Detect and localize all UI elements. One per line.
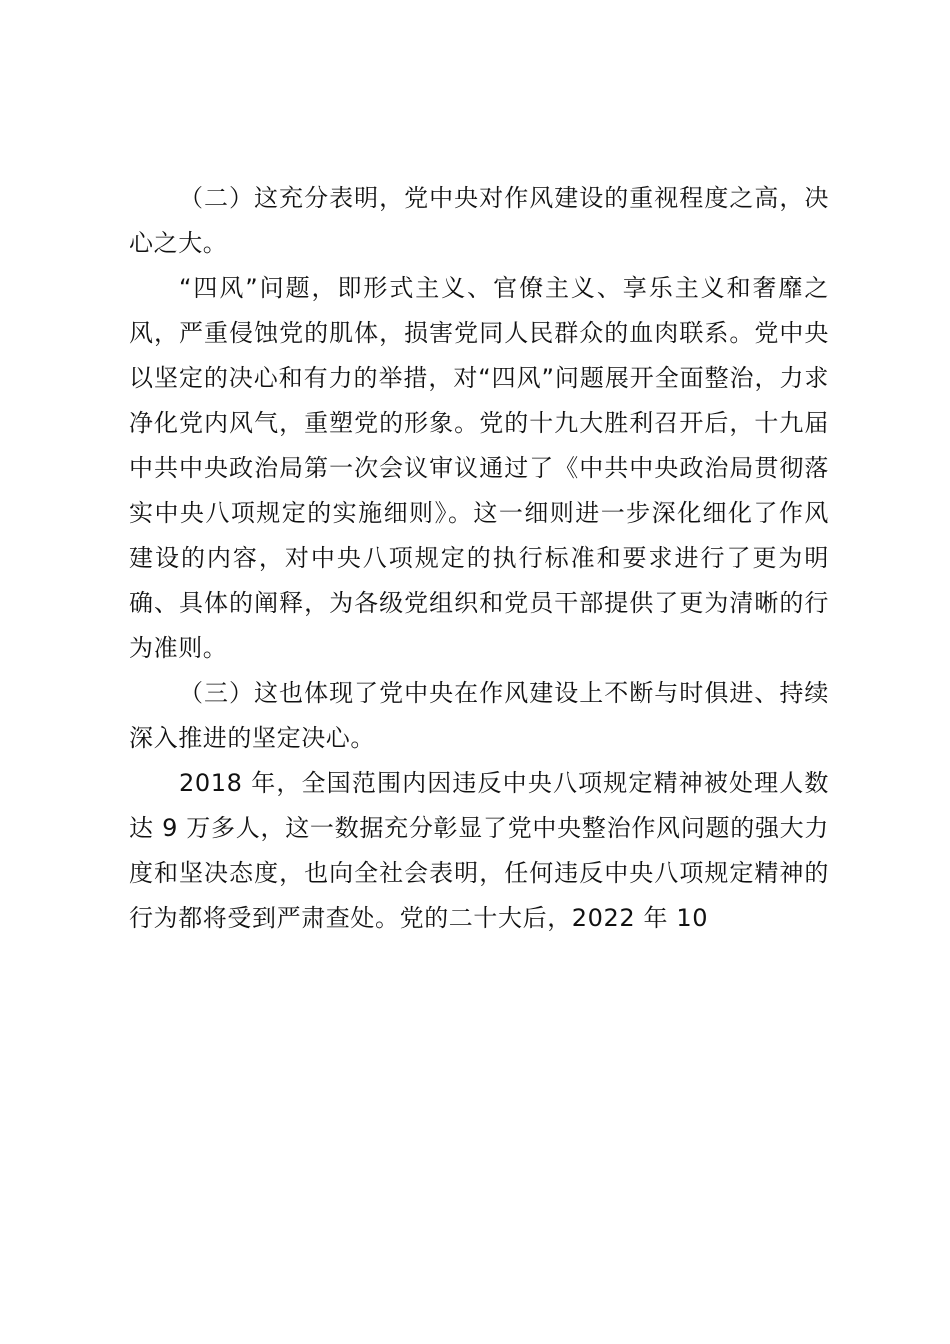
paragraph-four-winds: “四风”问题，即形式主义、官僚主义、享乐主义和奢靡之风，严重侵蚀党的肌体，损害党同人民群众的血肉联系。党中央以坚定的决心和有力的举措，对“四风”问题展开全面整治，力求净化党内风气，重塑党的形象。党的十九大胜利召开后，十九届中共中央政治局第一次会议审议通过了《中共中央政治局贯彻落实中央八项规定的实施细则》。这一细则进一步深化细化了作风建设的内容，对中央八项规定的执行标准和要求进行了更为明确、具体的阐释，为各级党组织和党员干部提供了更为清晰的行为准则。: [129, 274, 829, 662]
body-text: [129, 176, 829, 941]
paragraph-heading-2: （二）这充分表明，党中央对作风建设的重视程度之高，决心之大。: [129, 184, 829, 257]
paragraph-2018-statistics: 2018 年，全国范围内因违反中央八项规定精神被处理人数达 9 万多人，这一数据充分彰显了党中央整治作风问题的强大力度和坚决态度，也向全社会表明，任何违反中央八项规定精神的行为都将受到严肃查处。党的二十大后，2022 年 10: [129, 769, 829, 932]
paragraph-heading-3: （三）这也体现了党中央在作风建设上不断与时俱进、持续深入推进的坚定决心。: [129, 679, 829, 752]
